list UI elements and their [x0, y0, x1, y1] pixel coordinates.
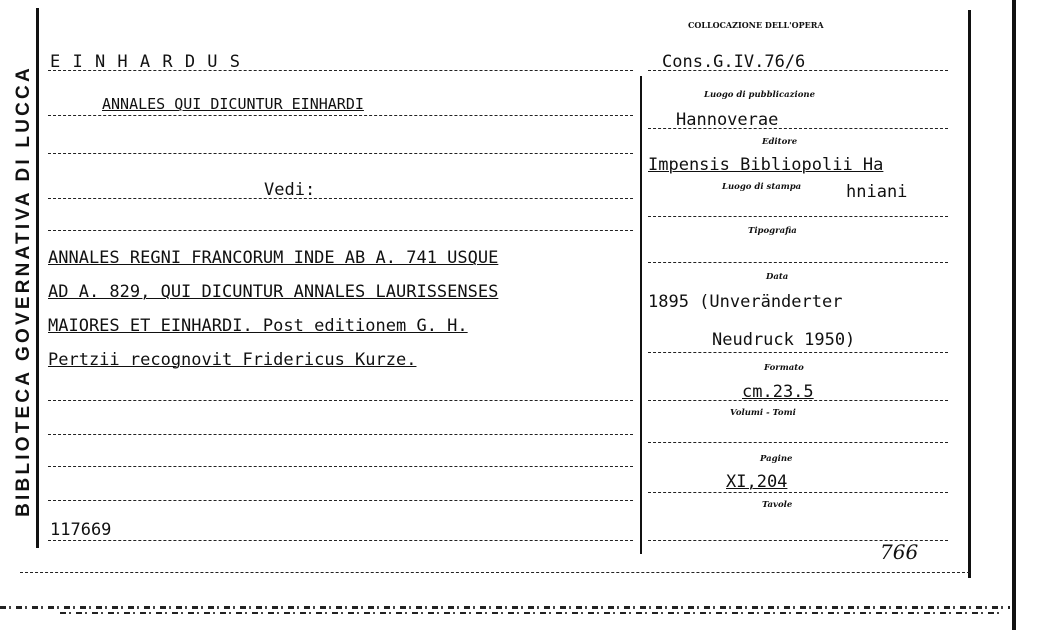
- row-rule: [48, 500, 633, 502]
- reference-line-4: Pertzii recognovit Fridericus Kurze.: [48, 350, 417, 370]
- row-rule: [648, 400, 948, 402]
- row-rule: [648, 442, 948, 444]
- row-rule: [648, 128, 948, 130]
- library-name: BIBLIOTECA GOVERNATIVA DI LUCCA: [13, 65, 34, 517]
- plates-label: Tavole: [762, 500, 793, 510]
- row-rule: [48, 466, 633, 468]
- work-title: ANNALES QUI DICUNTUR EINHARDI: [102, 95, 364, 113]
- row-rule: [48, 230, 633, 232]
- row-rule: [648, 352, 948, 354]
- reference-line-3: MAIORES ET EINHARDI. Post editionem G. H.: [48, 316, 468, 336]
- publisher-continued: hniani: [846, 182, 908, 202]
- row-rule: [48, 115, 633, 117]
- publisher: Impensis Bibliopolii Ha: [648, 155, 884, 175]
- scan-noise: [0, 606, 1010, 609]
- reference-line-2: AD A. 829, QUI DICUNTUR ANNALES LAURISSENSES: [48, 282, 499, 302]
- right-edge-rule: [968, 10, 971, 578]
- pages-label: Pagine: [760, 454, 793, 464]
- row-rule: [48, 400, 633, 402]
- author-heading: E I N H A R D U S: [50, 52, 241, 72]
- print-place-label: Luogo di stampa: [722, 182, 802, 192]
- row-rule: [648, 70, 948, 72]
- row-rule: [48, 540, 633, 542]
- collocation-label: COLLOCAZIONE DELL'OPERA: [688, 20, 824, 30]
- date-label: Data: [766, 272, 789, 282]
- pages: XI,204: [726, 472, 788, 492]
- row-rule: [48, 153, 633, 155]
- scan-noise: [60, 612, 1000, 614]
- inventory-number: 117669: [50, 520, 112, 540]
- see-label: Vedi:: [264, 180, 316, 200]
- typographer-label: Tipografia: [748, 226, 797, 236]
- place-label: Luogo di pubblicazione: [704, 90, 815, 100]
- row-rule: [48, 198, 633, 200]
- date-line-1: 1895 (Unveränderter: [648, 292, 843, 312]
- left-margin-rule: [36, 8, 39, 548]
- details-column-rule: [640, 76, 642, 554]
- format: cm.23.5: [742, 382, 814, 402]
- volumes-label: Volumi - Tomi: [730, 408, 796, 418]
- publisher-label: Editore: [762, 137, 798, 147]
- row-rule: [48, 70, 633, 72]
- row-rule: [648, 216, 948, 218]
- place-of-publication: Hannoverae: [676, 110, 779, 130]
- reference-line-1: ANNALES REGNI FRANCORUM INDE AB A. 741 USQUE: [48, 248, 499, 268]
- shelfmark: Cons.G.IV.76/6: [662, 52, 806, 72]
- handwritten-number: 766: [880, 540, 919, 564]
- format-label: Formato: [764, 363, 804, 373]
- card-bottom-rule: [20, 572, 970, 574]
- date-line-2: Neudruck 1950): [712, 330, 856, 350]
- row-rule: [648, 492, 948, 494]
- outer-right-edge: [1012, 0, 1016, 630]
- row-rule: [648, 262, 948, 264]
- row-rule: [48, 434, 633, 436]
